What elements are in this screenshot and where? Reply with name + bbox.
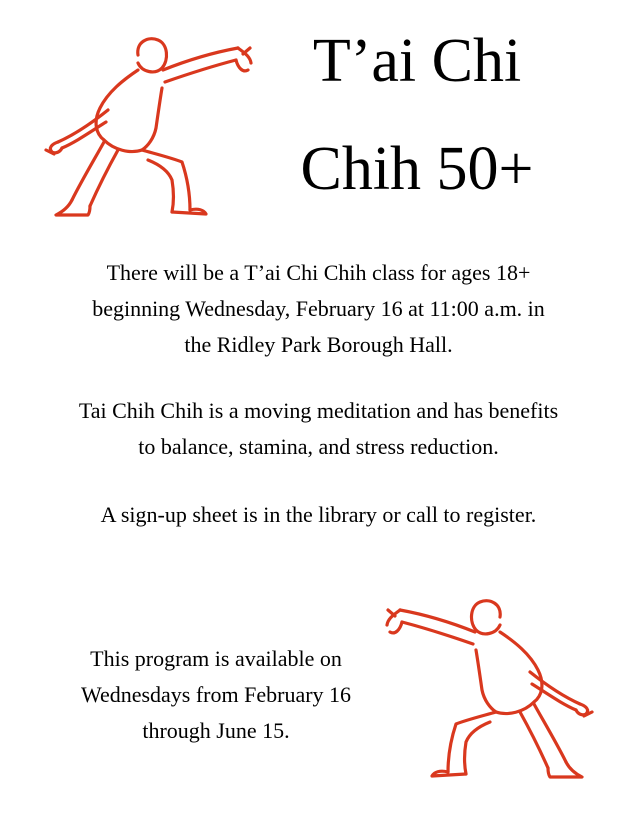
intro-line-1: There will be a T’ai Chi Chih class for ages 18+ [106, 260, 531, 285]
tai-chi-figure-bottom-icon [375, 592, 600, 787]
page-title-line-2: Chih 50+ [300, 135, 534, 203]
signup-line-1: A sign-up sheet is in the library or call to register. [100, 502, 537, 527]
availability-line-2: Wednesdays from February 16 [80, 682, 352, 707]
availability-line-3: through June 15. [142, 718, 290, 743]
signup-paragraph [0, 497, 637, 533]
description-line-2: to balance, stamina, and stress reduction. [138, 434, 499, 459]
intro-paragraph [0, 255, 637, 363]
intro-line-2: beginning Wednesday, February 16 at 11:00 a.m. in [92, 296, 545, 321]
description-line-1: Tai Chih Chih is a moving meditation and has benefits [78, 398, 559, 423]
tai-chi-figure-top-icon [38, 30, 263, 225]
description-paragraph [0, 393, 637, 465]
intro-line-3: the Ridley Park Borough Hall. [184, 332, 453, 357]
availability-line-1: This program is available on [90, 646, 342, 671]
page-title-line-1: T’ai Chi [312, 27, 522, 95]
availability-paragraph [40, 641, 392, 749]
